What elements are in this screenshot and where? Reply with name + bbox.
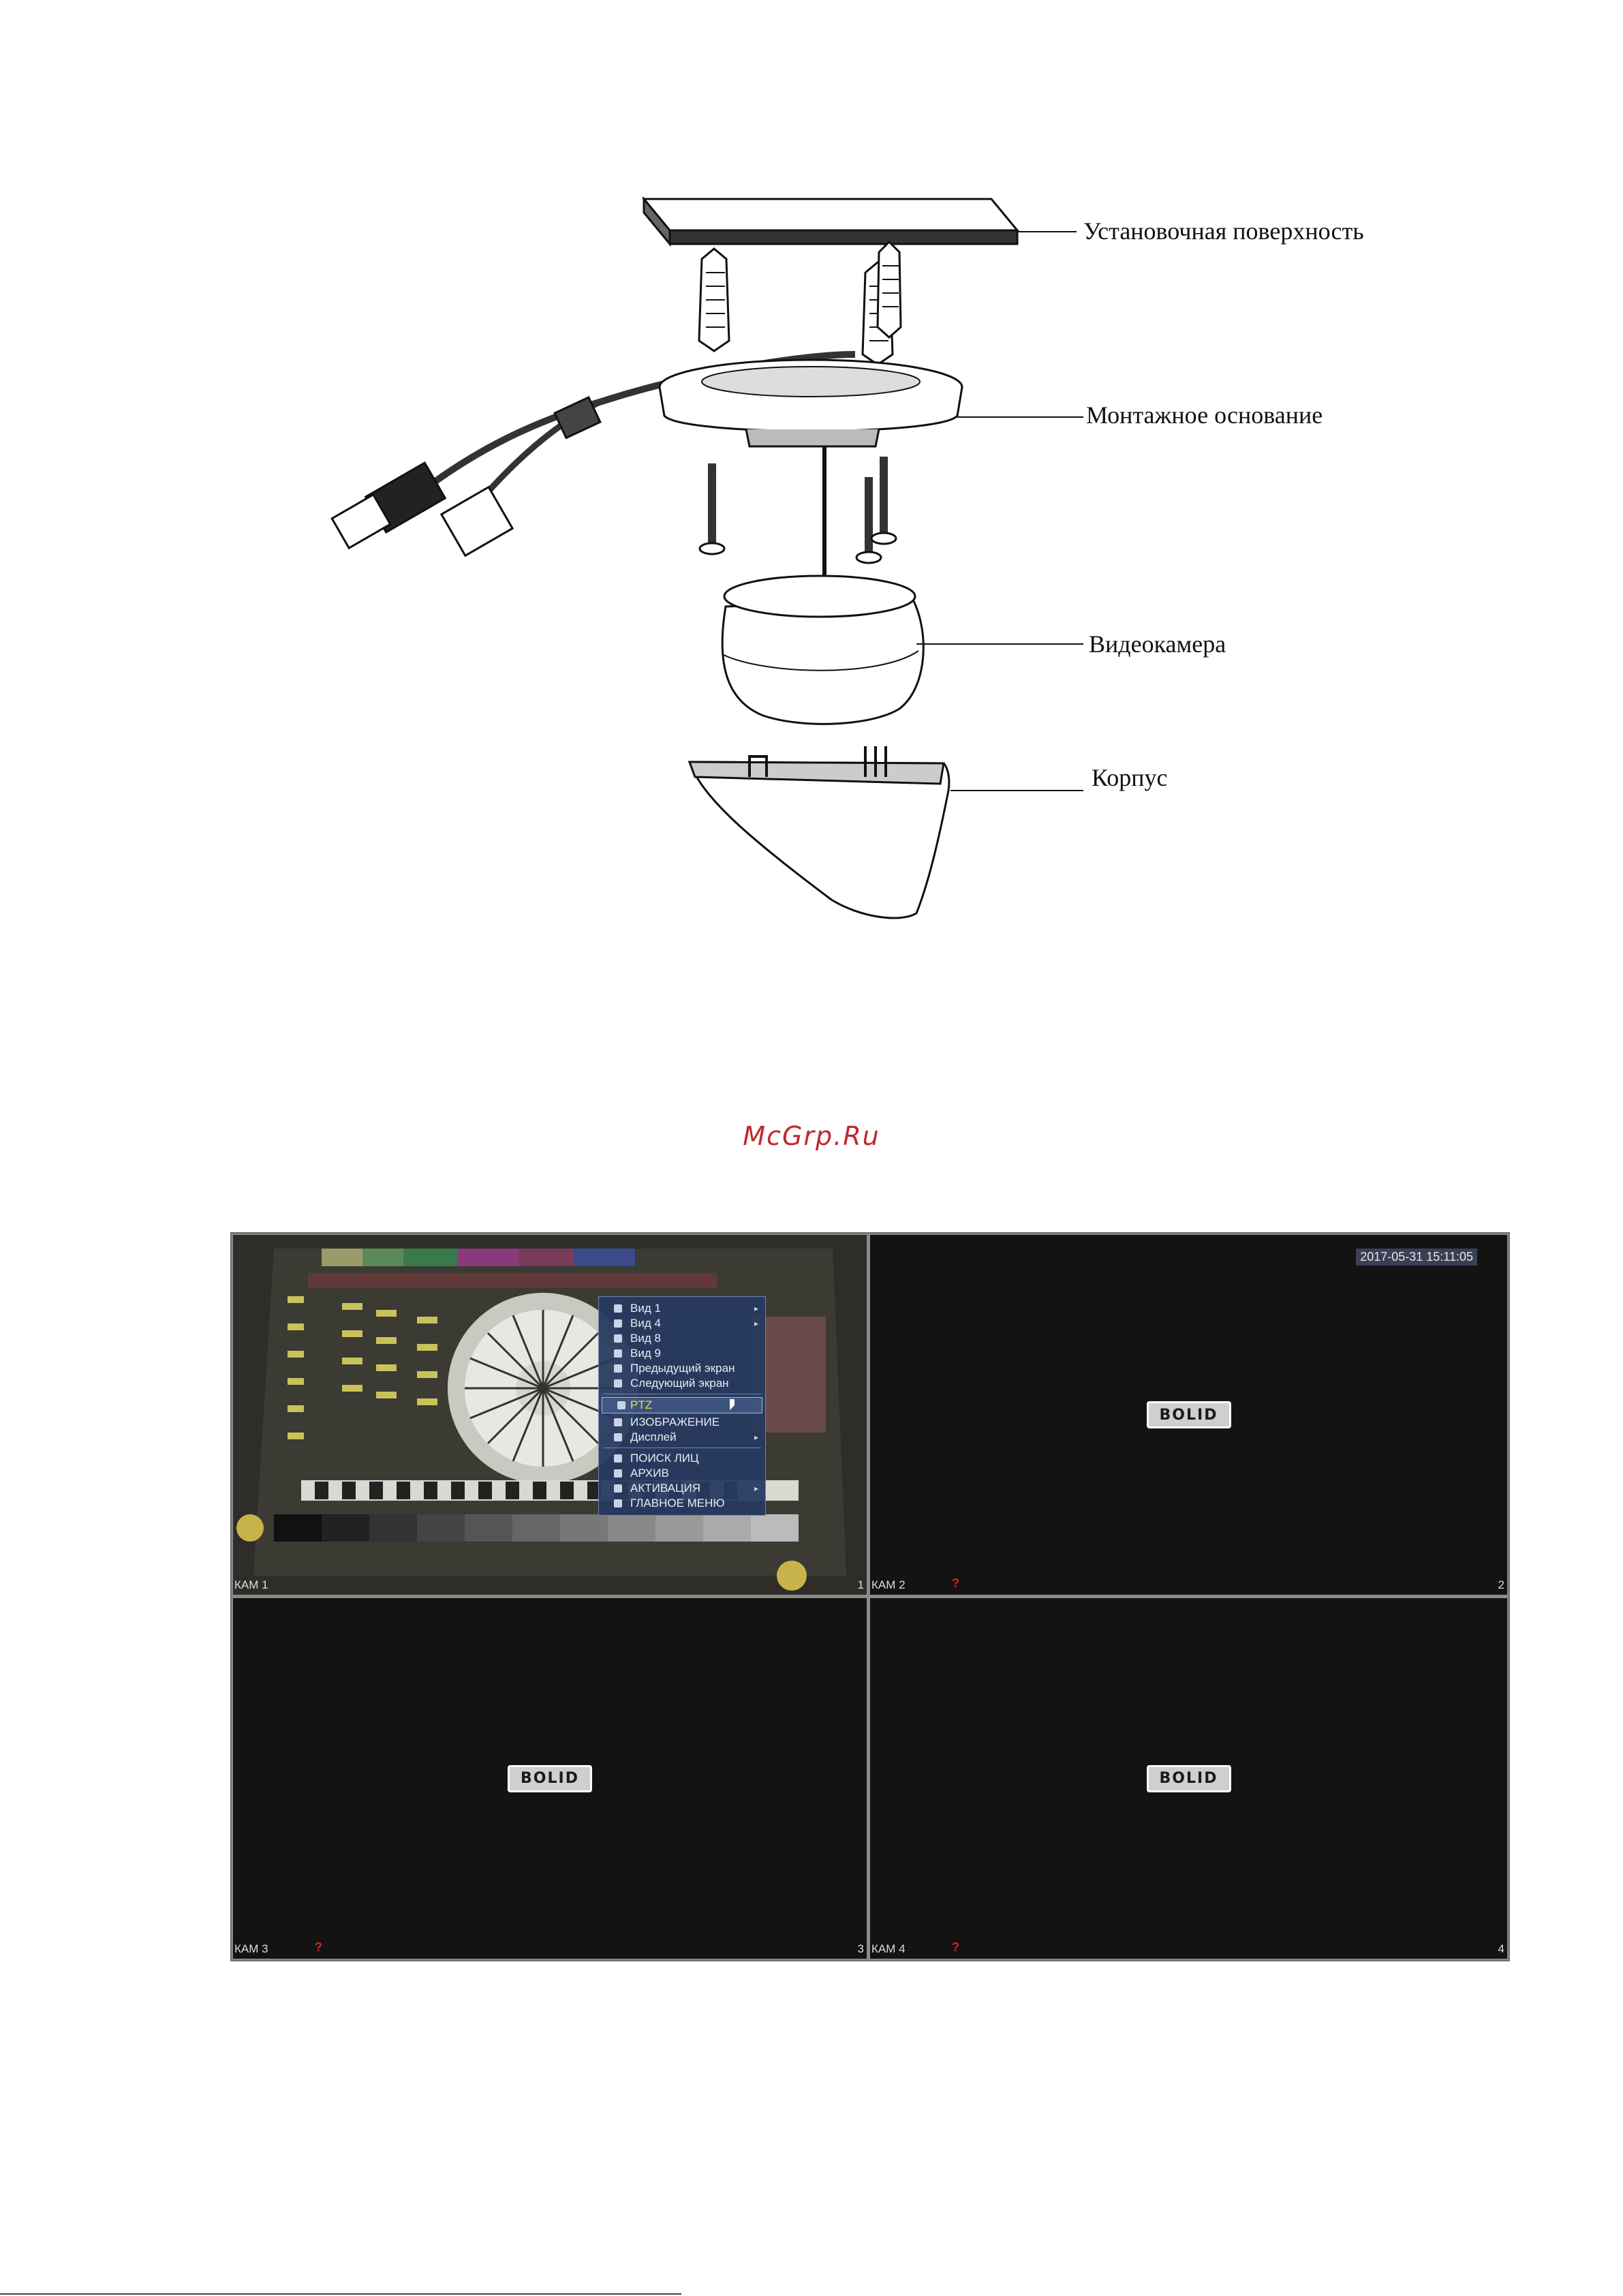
menu-item-label: АКТИВАЦИЯ <box>630 1482 701 1495</box>
bolid-logo: BOLID <box>508 1765 592 1792</box>
mounting-screws <box>700 457 896 563</box>
menu-item-face-search[interactable] <box>599 1451 765 1466</box>
menu-item-view-9[interactable] <box>599 1346 765 1361</box>
test-chart-image <box>233 1235 867 1595</box>
menu-item-label: Вид 8 <box>630 1332 661 1345</box>
bolid-logo: BOLID <box>1147 1401 1231 1428</box>
previous-screen-icon <box>614 1364 622 1373</box>
menu-item-activation[interactable] <box>599 1481 765 1496</box>
camera-tile-2[interactable] <box>870 1235 1507 1595</box>
dvr-quad-view <box>230 1232 1510 1961</box>
menu-item-view-4[interactable] <box>599 1316 765 1331</box>
menu-item-label: ПОИСК ЛИЦ <box>630 1452 699 1465</box>
mouse-cursor-icon <box>730 1399 735 1410</box>
menu-item-label: Следующий экран <box>630 1377 729 1390</box>
camera-label: КАМ 4 <box>871 1942 906 1955</box>
page-footer-line <box>0 2293 681 2295</box>
menu-item-label: Вид 9 <box>630 1347 661 1360</box>
menu-item-label: PTZ <box>630 1398 653 1411</box>
watermark: McGrp.Ru <box>743 1121 880 1151</box>
search-icon <box>614 1469 622 1478</box>
camera-ball <box>722 576 1083 724</box>
camera-label: КАМ 3 <box>234 1942 268 1955</box>
menu-item-label: ГЛАВНОЕ МЕНЮ <box>630 1497 725 1510</box>
no-signal-icon: ? <box>952 1576 959 1590</box>
menu-item-label: ИЗОБРАЖЕНИЕ <box>630 1415 720 1428</box>
activation-icon <box>614 1484 622 1493</box>
menu-item-label: Вид 1 <box>630 1302 661 1315</box>
camera-tile-4[interactable] <box>870 1598 1507 1959</box>
face-search-icon <box>614 1454 622 1463</box>
quad-view-icon <box>614 1319 622 1328</box>
single-view-icon <box>614 1304 622 1313</box>
label-mounting-surface: Установочная поверхность <box>1083 217 1364 245</box>
ptz-icon <box>617 1401 625 1409</box>
menu-item-label: АРХИВ <box>630 1467 669 1480</box>
menu-item-previous-screen[interactable] <box>599 1361 765 1376</box>
menu-item-main-menu[interactable] <box>599 1496 765 1511</box>
camera-number: 4 <box>1498 1942 1504 1955</box>
submenu-arrow-icon: ▸ <box>754 1319 758 1328</box>
housing <box>690 746 1083 918</box>
wall-plugs <box>699 242 901 365</box>
label-mounting-base: Монтажное основание <box>1086 401 1323 429</box>
diagram-drawing <box>0 0 1623 968</box>
menu-item-view-1[interactable] <box>599 1301 765 1316</box>
menu-item-display[interactable] <box>599 1430 765 1445</box>
next-screen-icon <box>614 1379 622 1388</box>
context-menu <box>598 1296 766 1516</box>
submenu-arrow-icon: ▸ <box>754 1484 758 1493</box>
home-icon <box>614 1499 622 1507</box>
camera-label: КАМ 2 <box>871 1578 906 1591</box>
image-settings-icon <box>614 1418 622 1426</box>
camera-tile-1[interactable] <box>233 1235 867 1595</box>
camera-label: КАМ 1 <box>234 1578 268 1591</box>
grid-8-icon <box>614 1334 622 1343</box>
menu-item-archive[interactable] <box>599 1466 765 1481</box>
camera-number: 1 <box>857 1578 864 1591</box>
bolid-logo: BOLID <box>1147 1765 1231 1792</box>
menu-item-image[interactable] <box>599 1415 765 1430</box>
camera-exploded-diagram <box>0 0 1623 968</box>
menu-item-label: Дисплей <box>630 1430 677 1443</box>
timestamp: 2017-05-31 15:11:05 <box>1356 1249 1477 1266</box>
menu-item-next-screen[interactable] <box>599 1376 765 1391</box>
menu-item-label: Вид 4 <box>630 1317 661 1330</box>
camera-number: 2 <box>1498 1578 1504 1591</box>
camera-number: 3 <box>857 1942 864 1955</box>
submenu-arrow-icon: ▸ <box>754 1304 758 1313</box>
grid-9-icon <box>614 1349 622 1358</box>
no-signal-icon: ? <box>315 1940 322 1954</box>
label-video-camera: Видеокамера <box>1089 630 1226 658</box>
no-signal-icon: ? <box>952 1940 959 1954</box>
camera-tile-3[interactable] <box>233 1598 867 1959</box>
menu-item-label: Предыдущий экран <box>630 1362 735 1375</box>
menu-item-view-8[interactable] <box>599 1331 765 1346</box>
menu-item-ptz[interactable] <box>602 1397 762 1413</box>
submenu-arrow-icon: ▸ <box>754 1433 758 1442</box>
label-housing: Корпус <box>1092 764 1168 791</box>
display-icon <box>614 1433 622 1441</box>
mounting-surface-plate <box>644 199 1077 244</box>
